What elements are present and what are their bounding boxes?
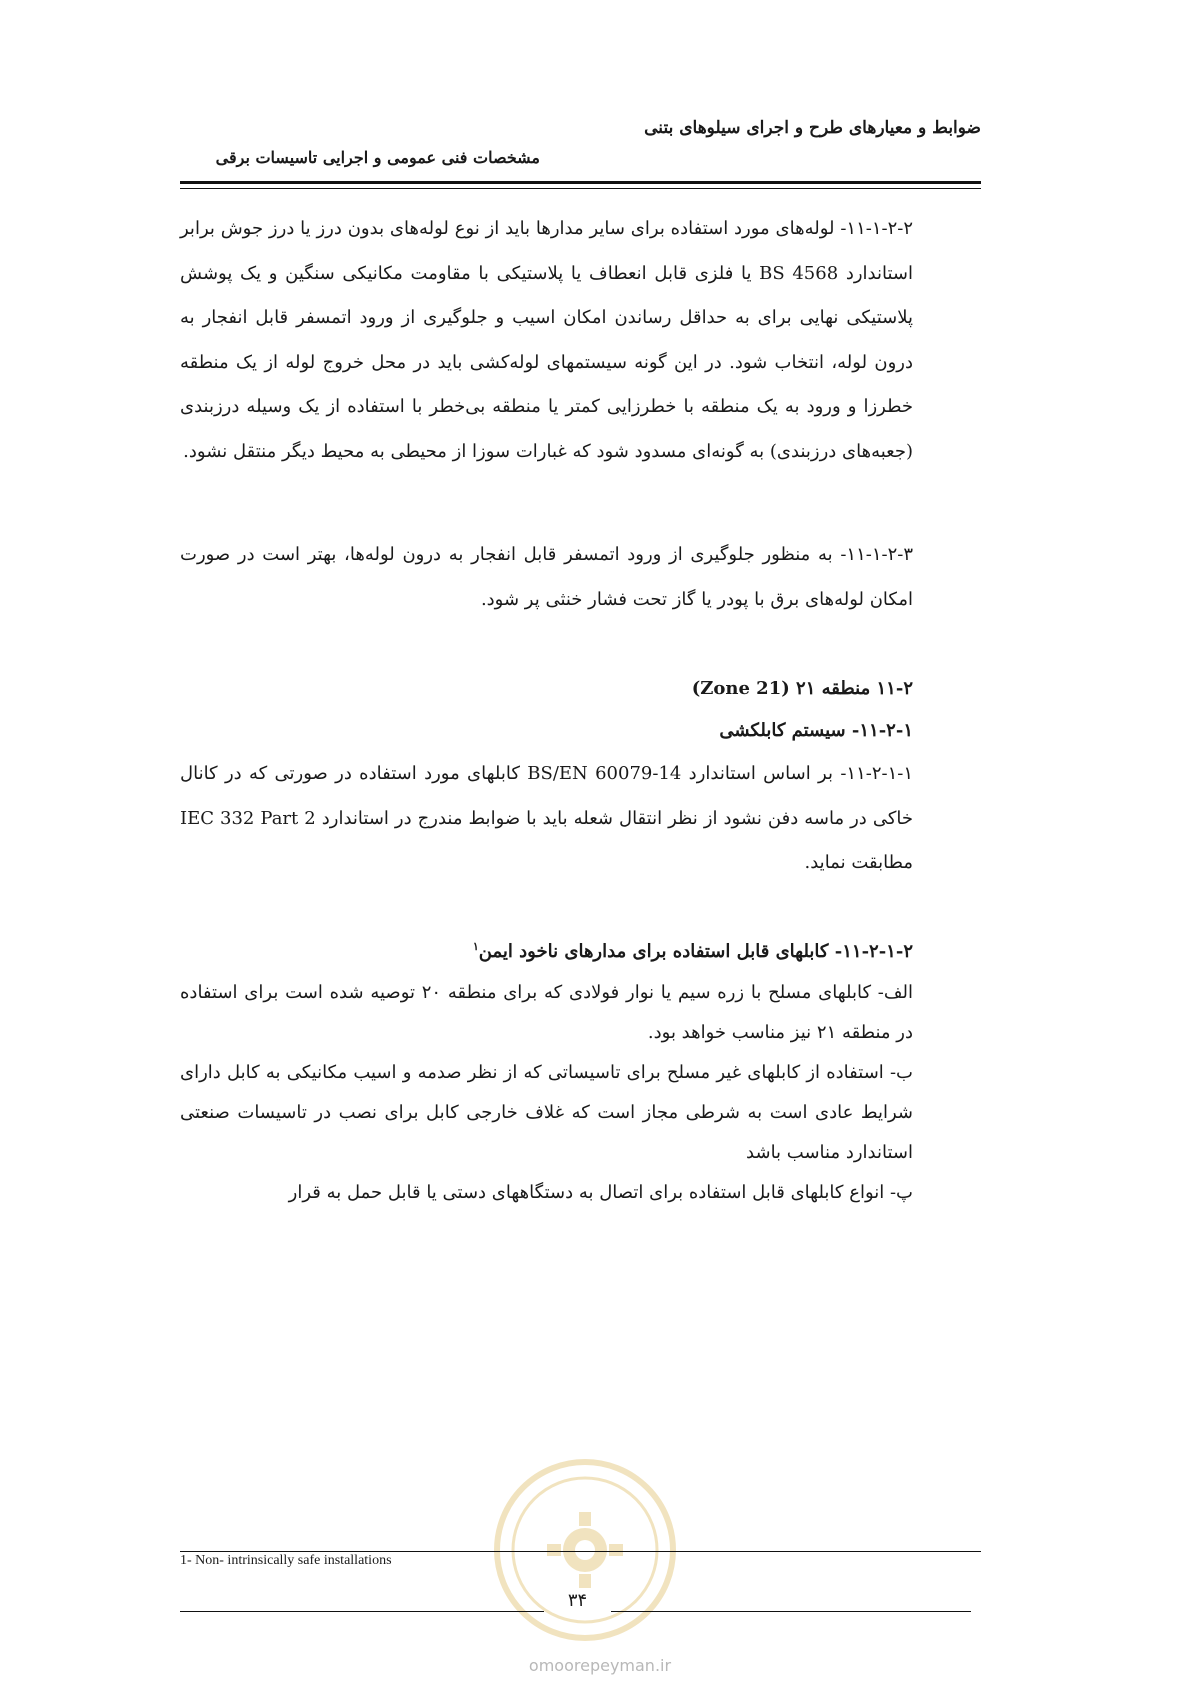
list-item-b: ب- استفاده از کابلهای غیر مسلح برای تاسیساتی که از نظر صدمه و اسیب مکانیکی به کابل دارای شرایط عادی است به شرطی مجاز است که غلاف خارجی کابل برای نصب در تاسیسات صنعتی استاندارد مناسب باشد [180,1061,913,1163]
paragraph-11-1-2-2: ۱۱-۱-۲-۲- لوله‌های مورد استفاده برای سایر مدارها باید از نوع لوله‌های بدون درز یا درز جوش برابر استاندارد BS 4568 یا فلزی قابل انعطاف یا پلاستیکی با مقاومت مکانیکی سنگین و یک پوشش پلاستیکی نهایی برای به حداقل رساندن امکان اسیب و جلوگیری از ورود اتمسفر قابل انفجار به درون لوله، انتخاب شود. در این گونه سیستمهای لوله‌کشی باید در محل خروج لوله از یک منطقه خطرزا و ورود به یک منطقه با خطرزایی کمتر یا منطقه بی‌خطر با استفاده از یک وسیله درزبندی (جعبه‌های درزبندی) به گونه‌ای مسدود شود که غبارات سوزا از محیطی به محیط دیگر منتقل نشود. [180,218,914,462]
footnote-marker: ۱ [472,939,479,953]
list-item-a: الف- کابلهای مسلح با زره سیم یا نوار فولادی که برای منطقه ۲۰ توصیه شده است برای استفاده در منطقه ۲۱ نیز مناسب خواهد بود. [180,981,913,1043]
paragraph-11-1-2-3: ۱۱-۱-۲-۳- به منظور جلوگیری از ورود اتمسفر قابل انفجار به درون لوله‌ها، بهتر است در صورت امکان لوله‌های برق با پودر یا گاز تحت فشار خنثی پر شود. [180,544,913,610]
subsection-heading-cables [180,926,913,973]
footnote-rule [180,1551,981,1552]
header-rule-thick [180,181,981,184]
footnote: 1- Non- intrinsically safe installations [180,1553,392,1568]
header-title: ضوابط و معیارهای طرح و اجرای سیلوهای بتنی [644,118,981,138]
header-subtitle: مشخصات فنی عمومی و اجرایی تاسیسات برقی [215,148,540,167]
page-number: ۳۴ [567,1590,588,1611]
page-number-rule-left [180,1611,544,1612]
section-heading-zone-21: ۱۱-۲ منطقه ۲۱ (Zone 21) [691,678,913,699]
header-rule-thin [180,188,981,189]
body-content [180,207,913,1213]
paragraph-11-2-1-1: ۱۱-۲-۱-۱- بر اساس استاندارد BS/EN 60079-14 کابلهای مورد استفاده در صورتی که در کانال خاکی در ماسه دفن نشود از نظر انتقال شعله باید با ضوابط مندرج در استاندارد IEC 332 Part 2 مطابقت نماید. [180,763,914,873]
list-item-c: پ- انواع کابلهای قابل استفاده برای اتصال به دستگاههای دستی یا قابل حمل به قرار [288,1181,913,1203]
page-number-rule-right [611,1611,971,1612]
watermark: omoorepeyman.ir [528,1656,672,1675]
subsection-heading-cabling: ۱۱-۲-۱- سیستم کابلکشی [719,720,913,741]
seal-stamp-icon [470,1450,700,1650]
cables-heading-text: ۱۱-۲-۱-۲- کابلهای قابل استفاده برای مدارهای ناخود ایمن [478,940,913,962]
